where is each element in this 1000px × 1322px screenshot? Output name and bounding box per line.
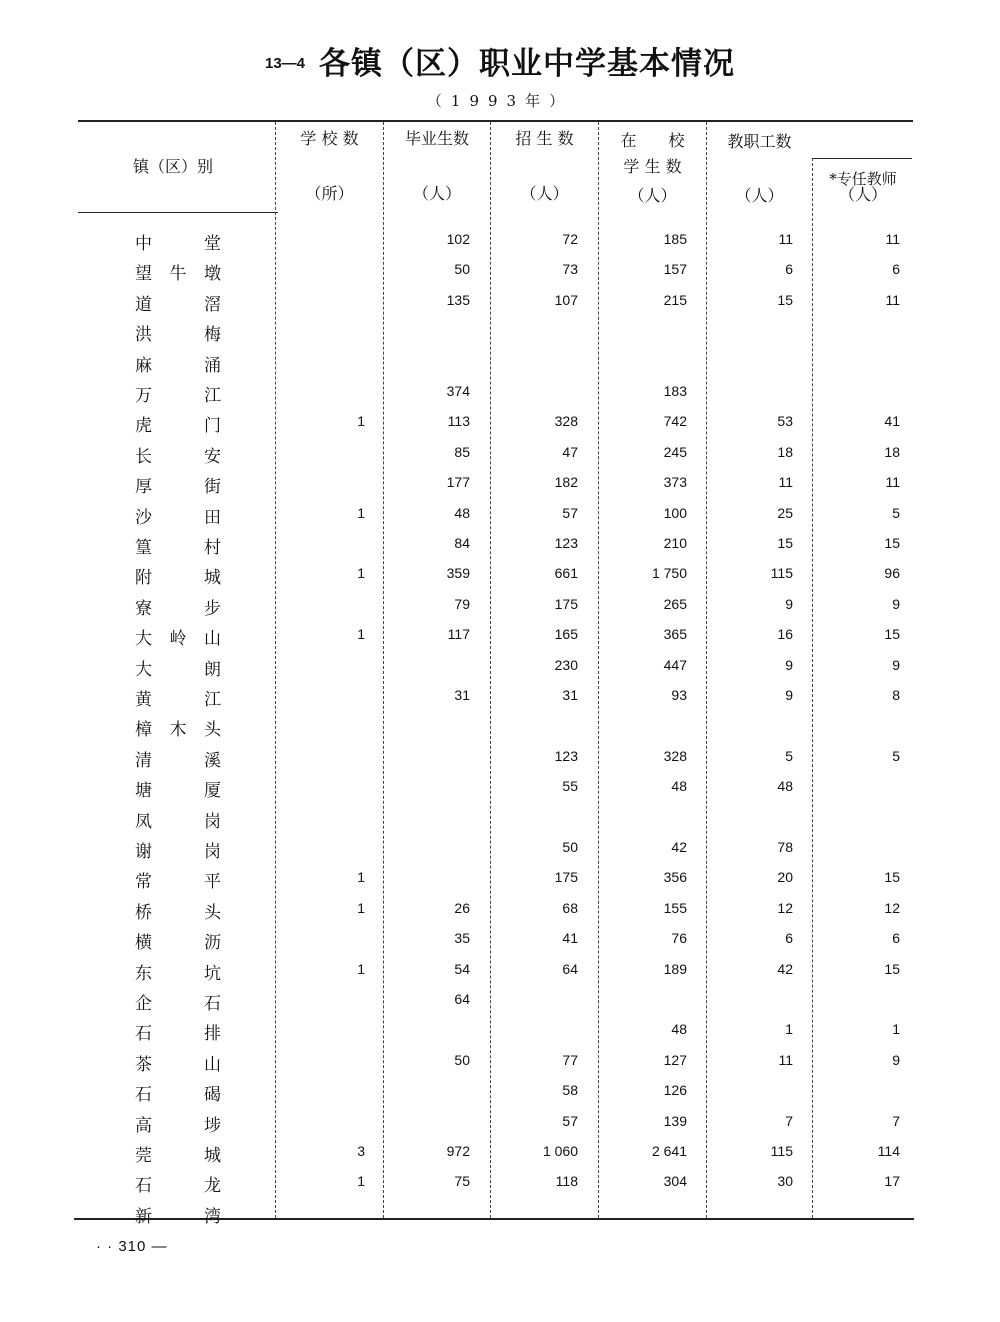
header-staff: 教职工数	[727, 132, 792, 151]
town-name-char: 厚	[135, 477, 152, 497]
town-name-char: 沙	[135, 508, 152, 528]
teachers-cell: 11	[885, 474, 900, 490]
town-name	[135, 229, 221, 254]
header-teachers: *专任教师	[829, 170, 897, 188]
town-name-char: 田	[204, 508, 221, 528]
students-cell: 183	[663, 383, 687, 399]
town-name	[135, 928, 221, 953]
teachers-cell: 9	[892, 1052, 900, 1068]
graduates-cell: 35	[454, 930, 470, 946]
town-name	[135, 259, 221, 284]
enrolled-cell: 58	[562, 1082, 578, 1098]
students-cell: 356	[663, 869, 687, 885]
students-cell: 126	[663, 1082, 687, 1098]
students-cell: 2 641	[651, 1143, 687, 1159]
town-name-char: 篁	[135, 538, 152, 558]
town-name-char: 万	[135, 386, 152, 406]
schools-cell: 1	[357, 1173, 365, 1189]
town-name	[135, 1019, 221, 1044]
teachers-cell: 18	[884, 444, 900, 460]
town-name	[135, 1202, 221, 1227]
staff-cell: 18	[777, 444, 793, 460]
students-cell: 265	[663, 596, 687, 612]
town-name-char: 寮	[135, 599, 152, 619]
column-divider	[706, 122, 707, 1218]
enrolled-cell: 328	[554, 413, 578, 429]
graduates-cell: 102	[446, 231, 470, 247]
students-cell: 245	[663, 444, 687, 460]
town-name-char: 大	[135, 660, 152, 680]
town-name	[135, 503, 221, 528]
staff-cell: 115	[770, 1143, 793, 1159]
town-name-char: 长	[135, 447, 152, 467]
town-name	[135, 776, 221, 801]
town-name	[135, 351, 221, 376]
staff-cell: 15	[777, 292, 793, 308]
town-name-char: 桥	[135, 903, 152, 923]
town-name-char: 龙	[204, 1176, 221, 1196]
staff-cell: 9	[785, 687, 793, 703]
graduates-cell: 79	[454, 596, 470, 612]
header-staff-unit: （人）	[735, 186, 784, 205]
staff-cell: 1	[785, 1021, 793, 1037]
graduates-cell: 85	[454, 444, 470, 460]
town-name-char: 朗	[204, 660, 221, 680]
town-name	[135, 746, 221, 771]
graduates-cell: 54	[454, 961, 470, 977]
enrolled-cell: 77	[562, 1052, 578, 1068]
staff-cell: 9	[785, 596, 793, 612]
town-name	[135, 1141, 221, 1166]
town-name-char: 山	[204, 1055, 221, 1075]
column-divider	[383, 122, 384, 1218]
town-name	[135, 715, 221, 740]
town-name-char: 涌	[204, 356, 221, 376]
enrolled-cell: 57	[562, 505, 578, 521]
teachers-cell: 11	[885, 231, 900, 247]
students-cell: 189	[663, 961, 687, 977]
teachers-cell: 15	[884, 869, 900, 885]
header-schools-unit: （所）	[305, 184, 354, 203]
town-name-char: 横	[135, 933, 152, 953]
header-town: 镇（区）别	[132, 157, 213, 176]
town-name	[135, 1171, 221, 1196]
column-divider	[598, 122, 599, 1218]
teachers-cell: 9	[892, 657, 900, 673]
schools-cell: 1	[357, 900, 365, 916]
teachers-cell: 12	[884, 900, 900, 916]
teachers-cell: 15	[884, 961, 900, 977]
town-name-char: 企	[135, 994, 152, 1014]
students-cell: 42	[671, 839, 687, 855]
town-name	[135, 959, 221, 984]
town-name-char: 附	[135, 568, 152, 588]
schools-cell: 1	[357, 869, 365, 885]
enrolled-cell: 68	[562, 900, 578, 916]
town-name	[135, 381, 221, 406]
town-name-char: 头	[204, 903, 221, 923]
schools-cell: 1	[357, 961, 365, 977]
town-name-char: 溪	[204, 751, 221, 771]
staff-cell: 53	[777, 413, 793, 429]
year-subtitle: （1993年）	[426, 92, 574, 110]
graduates-cell: 26	[454, 900, 470, 916]
staff-cell: 7	[785, 1113, 793, 1129]
town-name	[135, 411, 221, 436]
enrolled-cell: 1 060	[542, 1143, 578, 1159]
students-cell: 155	[663, 900, 687, 916]
header-teachers-unit: （人）	[838, 185, 887, 204]
teachers-cell: 96	[884, 565, 900, 581]
town-name	[135, 472, 221, 497]
town-name-char: 滘	[204, 295, 221, 315]
town-name-char: 江	[204, 386, 221, 406]
enrolled-cell: 50	[562, 839, 578, 855]
staff-cell: 42	[777, 961, 793, 977]
town-name-char: 大	[135, 629, 152, 649]
graduates-cell: 374	[446, 383, 470, 399]
town-name-char: 高	[135, 1116, 152, 1136]
enrolled-cell: 31	[562, 687, 578, 703]
town-name-char: 望	[135, 264, 152, 284]
students-cell: 447	[663, 657, 687, 673]
students-cell: 304	[663, 1173, 687, 1189]
students-cell: 1 750	[651, 565, 687, 581]
schools-cell: 1	[357, 505, 365, 521]
title-block	[0, 38, 1000, 83]
enrolled-cell: 175	[554, 596, 578, 612]
town-name-char: 塘	[135, 781, 152, 801]
page-number: · · 310 —	[96, 1238, 168, 1255]
town-name-char: 新	[135, 1207, 152, 1227]
town-name-char: 中	[135, 234, 152, 254]
graduates-cell: 177	[446, 474, 470, 490]
schools-cell: 1	[357, 626, 365, 642]
header-students-unit: （人）	[628, 186, 677, 205]
town-name-char: 黄	[135, 690, 152, 710]
town-name-char: 莞	[135, 1146, 152, 1166]
town-name-char: 江	[204, 690, 221, 710]
enrolled-cell: 47	[562, 444, 578, 460]
town-name-char: 石	[135, 1176, 152, 1196]
town-name-char: 坑	[204, 964, 221, 984]
column-divider	[490, 122, 491, 1218]
teachers-cell: 6	[892, 261, 900, 277]
town-name-char: 凤	[135, 812, 152, 832]
town-name-char: 城	[204, 568, 221, 588]
graduates-cell: 359	[446, 565, 470, 581]
enrolled-cell: 41	[562, 930, 578, 946]
town-name-char: 岭	[169, 629, 187, 649]
staff-cell: 16	[777, 626, 793, 642]
staff-cell: 6	[785, 930, 793, 946]
staff-cell: 5	[785, 748, 793, 764]
header-students-line2: 学 生 数	[623, 157, 682, 176]
staff-cell: 115	[770, 565, 793, 581]
header-enrolled-unit: （人）	[520, 184, 569, 203]
graduates-cell: 75	[454, 1173, 470, 1189]
header-bottom-rule-left	[78, 212, 278, 213]
town-name-char: 常	[135, 872, 152, 892]
header-students-line1: 在 校	[620, 131, 685, 150]
students-cell: 157	[663, 261, 687, 277]
staff-cell: 11	[778, 1052, 793, 1068]
town-name	[135, 320, 221, 345]
town-name-char: 谢	[135, 842, 152, 862]
town-name-char: 樟	[135, 720, 152, 740]
students-cell: 76	[671, 930, 687, 946]
town-name	[135, 563, 221, 588]
graduates-cell: 31	[454, 687, 470, 703]
town-name-char: 街	[204, 477, 221, 497]
town-name	[135, 807, 221, 832]
staff-cell: 6	[785, 261, 793, 277]
column-divider	[275, 122, 276, 1218]
town-name-char: 碣	[204, 1085, 221, 1105]
staff-cell: 11	[778, 474, 793, 490]
town-name-char: 沥	[204, 933, 221, 953]
header-enrolled: 招 生 数	[515, 129, 574, 148]
town-name	[135, 594, 221, 619]
staff-cell: 20	[777, 869, 793, 885]
town-name	[135, 655, 221, 680]
teachers-cell: 8	[892, 687, 900, 703]
students-cell: 328	[663, 748, 687, 764]
students-cell: 48	[671, 1021, 687, 1037]
students-cell: 365	[663, 626, 687, 642]
enrolled-cell: 73	[562, 261, 578, 277]
town-name-char: 东	[135, 964, 152, 984]
enrolled-cell: 661	[554, 565, 578, 581]
town-name-char: 茶	[135, 1055, 152, 1075]
town-name-char: 村	[204, 538, 221, 558]
header-schools: 学 校 数	[300, 129, 359, 148]
town-name-char: 石	[204, 994, 221, 1014]
students-cell: 93	[671, 687, 687, 703]
students-cell: 742	[663, 413, 687, 429]
teachers-cell: 6	[892, 930, 900, 946]
town-name	[135, 685, 221, 710]
schools-cell: 3	[357, 1143, 365, 1159]
schools-cell: 1	[357, 565, 365, 581]
teachers-cell: 9	[892, 596, 900, 612]
enrolled-cell: 175	[554, 869, 578, 885]
town-name	[135, 1050, 221, 1075]
town-name-char: 岗	[204, 842, 221, 862]
enrolled-cell: 123	[554, 535, 578, 551]
town-name-char: 平	[204, 872, 221, 892]
town-name-char: 清	[135, 751, 152, 771]
table-top-rule	[78, 120, 913, 122]
town-name-char: 木	[169, 720, 187, 740]
town-name-char: 门	[204, 416, 221, 436]
town-name	[135, 533, 221, 558]
town-name-char: 梅	[204, 325, 221, 345]
teachers-cell: 5	[892, 505, 900, 521]
students-cell: 185	[663, 231, 687, 247]
town-name-char: 山	[204, 629, 221, 649]
staff-cell: 25	[777, 505, 793, 521]
town-name-char: 石	[135, 1085, 152, 1105]
town-name-char: 头	[204, 720, 221, 740]
students-cell: 373	[663, 474, 687, 490]
graduates-cell: 972	[446, 1143, 470, 1159]
schools-cell: 1	[357, 413, 365, 429]
town-name-char: 步	[204, 599, 221, 619]
town-name-char: 虎	[135, 416, 152, 436]
town-name-char: 洪	[135, 325, 152, 345]
teachers-cell: 17	[884, 1173, 900, 1189]
town-name	[135, 624, 221, 649]
enrolled-cell: 165	[554, 626, 578, 642]
town-name-char: 湾	[204, 1207, 221, 1227]
town-name	[135, 837, 221, 862]
staff-cell: 30	[777, 1173, 793, 1189]
teachers-cell: 114	[877, 1143, 900, 1159]
students-cell: 100	[663, 505, 687, 521]
staff-cell: 15	[777, 535, 793, 551]
town-name-char: 埗	[204, 1116, 221, 1136]
enrolled-cell: 182	[554, 474, 578, 490]
town-name	[135, 867, 221, 892]
teachers-subheader-rule	[812, 158, 912, 159]
staff-cell: 12	[777, 900, 793, 916]
town-name-char: 麻	[135, 356, 152, 376]
enrolled-cell: 107	[554, 292, 578, 308]
town-name-char: 道	[135, 295, 152, 315]
teachers-cell: 1	[892, 1021, 900, 1037]
graduates-cell: 135	[446, 292, 470, 308]
teachers-cell: 15	[884, 535, 900, 551]
graduates-cell: 50	[454, 261, 470, 277]
teachers-cell: 41	[884, 413, 900, 429]
enrolled-cell: 55	[562, 778, 578, 794]
town-name-char: 石	[135, 1024, 152, 1044]
staff-cell: 9	[785, 657, 793, 673]
students-cell: 210	[663, 535, 687, 551]
town-name-char: 安	[204, 447, 221, 467]
staff-cell: 48	[777, 778, 793, 794]
students-cell: 139	[663, 1113, 687, 1129]
students-cell: 127	[663, 1052, 687, 1068]
town-name	[135, 442, 221, 467]
enrolled-cell: 72	[562, 231, 578, 247]
students-cell: 215	[663, 292, 687, 308]
enrolled-cell: 118	[555, 1173, 578, 1189]
graduates-cell: 113	[447, 413, 470, 429]
town-name-char: 墩	[204, 264, 221, 284]
page-title: 各镇（区）职业中学基本情况	[319, 46, 736, 82]
graduates-cell: 50	[454, 1052, 470, 1068]
graduates-cell: 84	[454, 535, 470, 551]
town-name	[135, 290, 221, 315]
header-graduates: 毕业生数	[404, 129, 469, 148]
graduates-cell: 117	[447, 626, 470, 642]
graduates-cell: 64	[454, 991, 470, 1007]
teachers-cell: 5	[892, 748, 900, 764]
table-number: 13—4	[264, 55, 306, 72]
enrolled-cell: 57	[562, 1113, 578, 1129]
town-name-char: 岗	[204, 812, 221, 832]
enrolled-cell: 64	[562, 961, 578, 977]
header-graduates-unit: （人）	[412, 184, 461, 203]
town-name-char: 厦	[204, 781, 221, 801]
students-cell: 48	[671, 778, 687, 794]
staff-cell: 11	[778, 231, 793, 247]
town-name-char: 排	[204, 1024, 221, 1044]
teachers-cell: 15	[884, 626, 900, 642]
enrolled-cell: 230	[554, 657, 578, 673]
town-name	[135, 989, 221, 1014]
enrolled-cell: 123	[554, 748, 578, 764]
town-name	[135, 1080, 221, 1105]
teachers-cell: 11	[885, 292, 900, 308]
teachers-cell: 7	[892, 1113, 900, 1129]
staff-cell: 78	[777, 839, 793, 855]
graduates-cell: 48	[454, 505, 470, 521]
town-name-char: 牛	[169, 264, 187, 284]
column-divider	[812, 158, 813, 1218]
town-name-char: 城	[204, 1146, 221, 1166]
town-name	[135, 1111, 221, 1136]
town-name-char: 堂	[204, 234, 221, 254]
town-name	[135, 898, 221, 923]
